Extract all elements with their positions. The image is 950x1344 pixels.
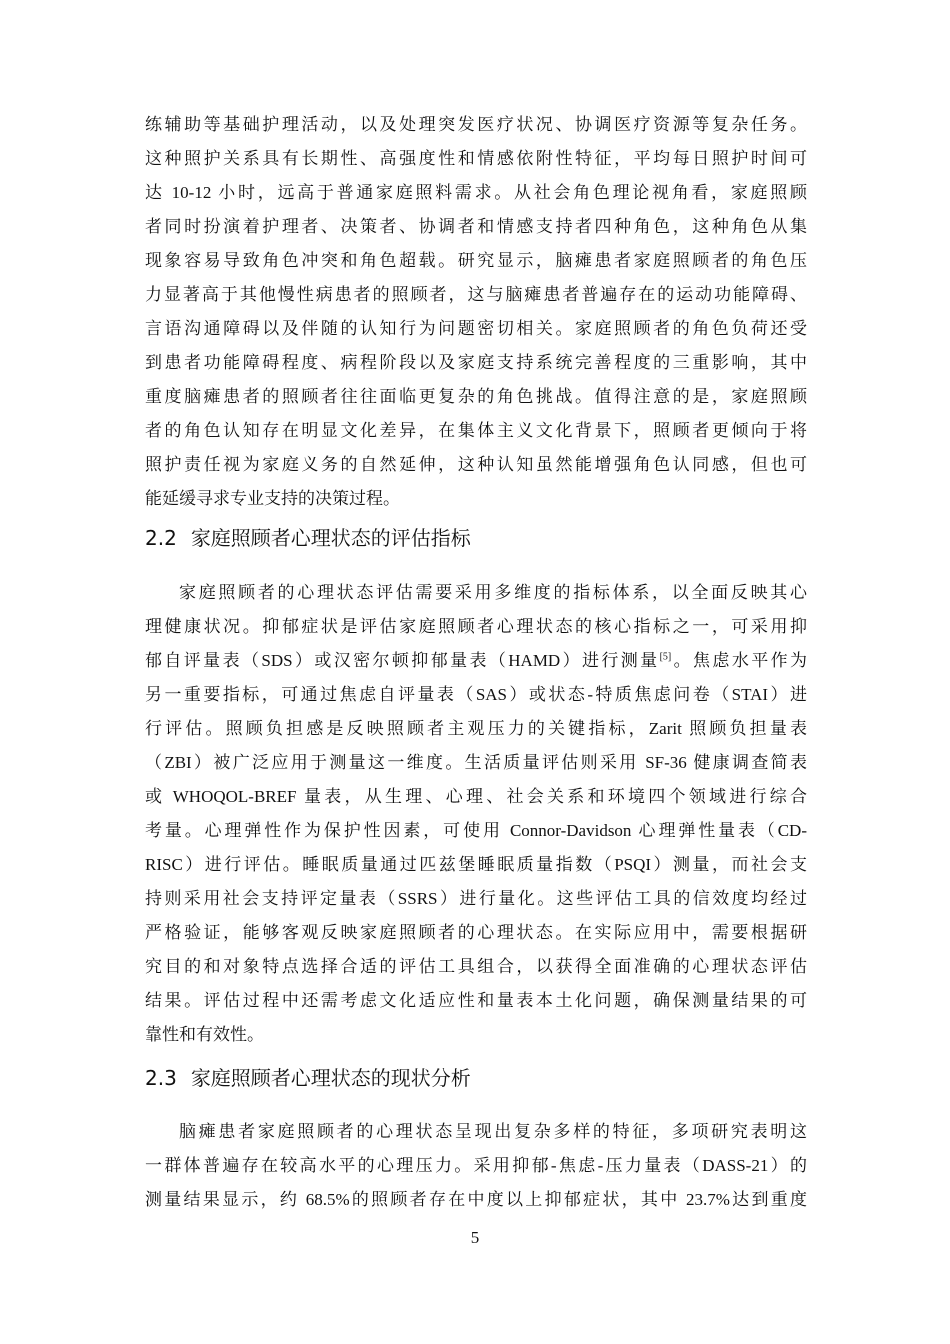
section-number: 2.3 xyxy=(145,1066,177,1090)
text-segment: 郁自评量表（SDS）或汉密尔顿抑郁量表（HAMD）进行测量 xyxy=(145,651,660,670)
text-line: 现象容易导致角色冲突和角色超载。研究显示，脑瘫患者家庭照顾者的角色压 xyxy=(145,251,807,270)
text-line: RISC）进行评估。睡眠质量通过匹兹堡睡眠质量指数（PSQI）测量，而社会支 xyxy=(145,855,807,874)
paragraph-caregiver-roles xyxy=(145,108,807,516)
section-title: 家庭照顾者心理状态的现状分析 xyxy=(190,1066,471,1090)
text-line: 脑瘫患者家庭照顾者的心理状态呈现出复杂多样的特征，多项研究表明这 xyxy=(179,1122,807,1141)
text-line: （ZBI）被广泛应用于测量这一维度。生活质量评估则采用 SF-36 健康调查简表 xyxy=(145,753,807,772)
section-heading-2-3 xyxy=(145,1063,471,1093)
text-line: 重度脑瘫患者的照顾者往往面临更复杂的角色挑战。值得注意的是，家庭照顾 xyxy=(145,387,807,406)
text-line: 持则采用社会支持评定量表（SSRS）进行量化。这些评估工具的信效度均经过 xyxy=(145,889,807,908)
paragraph-current-status xyxy=(145,1115,807,1217)
text-line: 测量结果显示，约 68.5%的照顾者存在中度以上抑郁症状，其中 23.7%达到重度 xyxy=(145,1190,807,1209)
text-line: 达 10-12 小时，远高于普通家庭照料需求。从社会角色理论视角看，家庭照顾 xyxy=(145,183,807,202)
text-line: 者的角色认知存在明显文化差异，在集体主义文化背景下，照顾者更倾向于将 xyxy=(145,421,807,440)
text-line: 照护责任视为家庭义务的自然延伸，这种认知虽然能增强角色认同感，但也可 xyxy=(145,455,807,474)
text-line: 者同时扮演着护理者、决策者、协调者和情感支持者四种角色，这种角色从集 xyxy=(145,217,807,236)
citation-reference: [5] xyxy=(659,651,672,663)
text-line: 或 WHOQOL-BREF 量表，从生理、心理、社会关系和环境四个领域进行综合 xyxy=(145,787,807,806)
section-heading-2-2 xyxy=(145,523,471,553)
text-line: 言语沟通障碍以及伴随的认知行为问题密切相关。家庭照顾者的角色负荷还受 xyxy=(145,319,807,338)
text-line: 严格验证，能够客观反映家庭照顾者的心理状态。在实际应用中，需要根据研 xyxy=(145,923,807,942)
text-line: 究目的和对象特点选择合适的评估工具组合，以获得全面准确的心理状态评估 xyxy=(145,957,807,976)
section-number: 2.2 xyxy=(145,526,177,550)
text-line: 这种照护关系具有长期性、高强度性和情感依附性特征，平均每日照护时间可 xyxy=(145,149,807,168)
text-line: 靠性和有效性。 xyxy=(145,1025,264,1044)
text-line: 另一重要指标，可通过焦虑自评量表（SAS）或状态-特质焦虑问卷（STAI）进 xyxy=(145,685,807,704)
text-line-with-citation xyxy=(145,644,807,678)
text-line: 能延缓寻求专业支持的决策过程。 xyxy=(145,489,400,508)
text-line: 理健康状况。抑郁症状是评估家庭照顾者心理状态的核心指标之一，可采用抑 xyxy=(145,617,807,636)
paragraph-assessment-indicators xyxy=(145,576,807,1052)
text-line: 行评估。照顾负担感是反映照顾者主观压力的关键指标，Zarit 照顾负担量表 xyxy=(145,719,807,738)
text-line: 力显著高于其他慢性病患者的照顾者，这与脑瘫患者普遍存在的运动功能障碍、 xyxy=(145,285,807,304)
page-number: 5 xyxy=(470,1228,480,1247)
text-line: 结果。评估过程中还需考虑文化适应性和量表本土化问题，确保测量结果的可 xyxy=(145,991,807,1010)
text-segment: 。焦虑水平作为 xyxy=(671,651,808,670)
text-line: 一群体普遍存在较高水平的心理压力。采用抑郁-焦虑-压力量表（DASS-21）的 xyxy=(145,1156,807,1175)
section-title: 家庭照顾者心理状态的评估指标 xyxy=(190,526,471,550)
text-line: 家庭照顾者的心理状态评估需要采用多维度的指标体系，以全面反映其心 xyxy=(179,583,807,602)
text-line: 到患者功能障碍程度、病程阶段以及家庭支持系统完善程度的三重影响，其中 xyxy=(145,353,807,372)
text-line: 考量。心理弹性作为保护性因素，可使用 Connor-Davidson 心理弹性量表（CD- xyxy=(145,821,807,840)
text-line: 练辅助等基础护理活动，以及处理突发医疗状况、协调医疗资源等复杂任务。 xyxy=(145,115,807,134)
